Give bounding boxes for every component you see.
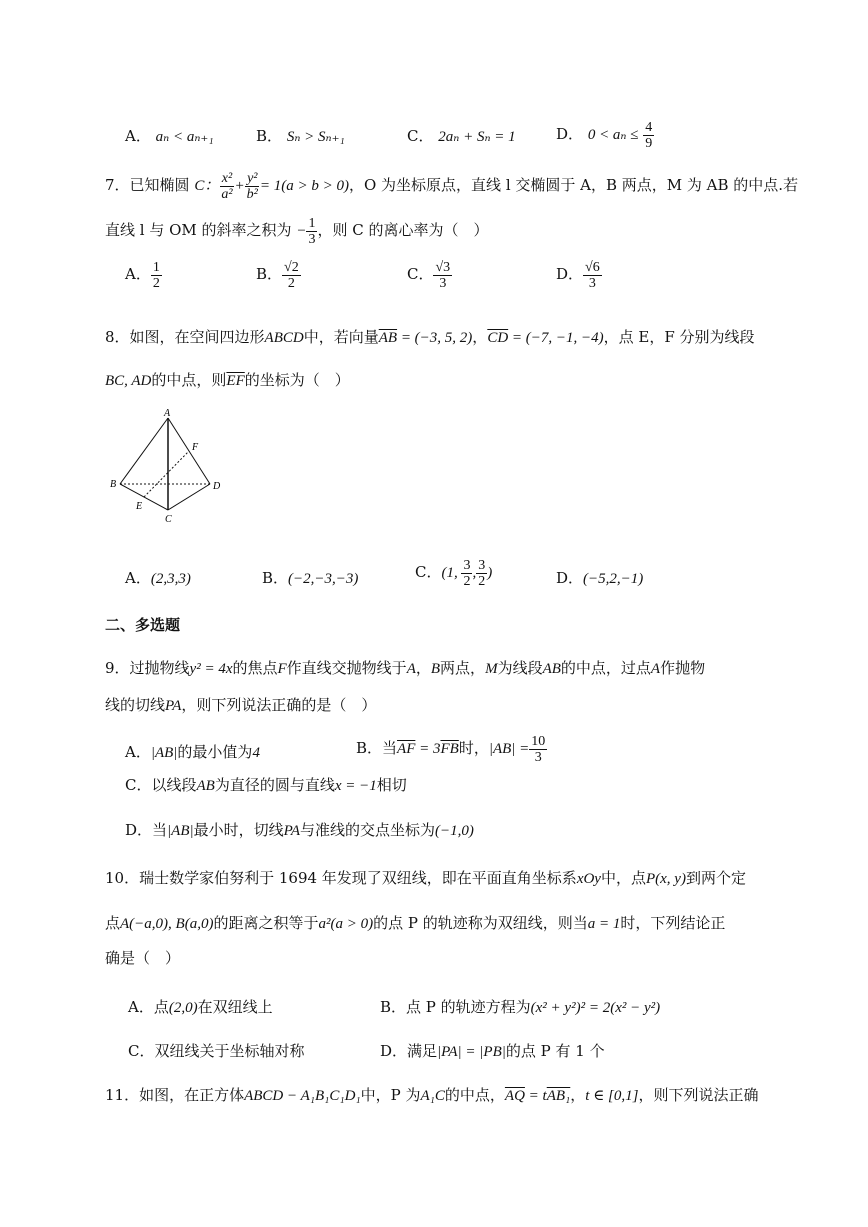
fraction: $\frac{4}{9}$ (645, 119, 653, 151)
q10-line1: 10．瑞士数学家伯努利于 1694 年发现了双纽线，即在平面直角坐标系xOy中，点P(x, y)到两个定 (105, 869, 746, 887)
option-label: A． (125, 127, 151, 145)
label-c: C (165, 514, 172, 525)
option-expr: Sₙ > Sₙ₊₁ (286, 129, 345, 145)
fraction: $\frac{\text{x²}}{\text{a²}}$ (221, 170, 233, 202)
q7-option-a: A． $\frac{1}{2}$ (125, 259, 160, 291)
option-expr: aₙ < aₙ₊₁ (155, 129, 214, 145)
q9-option-a: A．|AB|的最小值为4 (125, 743, 260, 761)
q6-option-c (407, 126, 516, 147)
q6-option-b (256, 126, 345, 147)
q11-line1: 11．如图，在正方体ABCD − A₁B₁C₁D₁中，P 为A₁C的中点，$\overline{AQ} = tAB_1$，t ∈ [0,1]，则下列说法正确 (105, 1086, 759, 1104)
tetrahedron-figure (108, 408, 228, 528)
q10-line2: 点A(−a,0), B(a,0)的距离之积等于a²(a > 0)的点 P 的轨迹称为双纽线，则当a = 1时，下列结论正 (105, 914, 726, 932)
ellipse-name: C： (194, 178, 220, 194)
q8-option-a: A．(2,3,3) (125, 569, 191, 587)
section-title: 二、多选题 (105, 616, 181, 634)
edge-cd (168, 484, 210, 510)
q7-option-d: D． $\frac{√6}{3}$ (556, 259, 600, 291)
q6-option-d (556, 116, 654, 153)
fraction: $\frac{√6}{3}$ (585, 259, 600, 291)
edge-ab (120, 418, 168, 484)
q7-line2: 直线 l 与 OM 的斜率之积为 − $\frac{1}{3}$ ，则 C 的离心率为（ ） (105, 215, 489, 247)
label-d: D (213, 481, 221, 492)
label-f: F (192, 442, 199, 453)
q7-option-b: B． $\frac{√2}{2}$ (256, 259, 299, 291)
q9-line2: 线的切线PA，则下列说法正确的是（ ） (105, 696, 377, 714)
q8-line2: BC, AD的中点，则$\overline{EF}$的坐标为（ ） (105, 371, 350, 389)
fraction: $\frac{√2}{2}$ (284, 259, 299, 291)
option-label: D． (556, 125, 584, 143)
q8-option-b: B．(−2,−3,−3) (262, 569, 359, 587)
fraction: $\frac{1}{3}$ (308, 215, 316, 247)
segment-ef-dashed (144, 451, 189, 497)
q9-line1: 9．过抛物线y² = 4x的焦点F作直线交抛物线于A，B两点，M为线段AB的中点，过点A作抛物 (105, 659, 706, 677)
q8-option-c: C．(1, $\frac{3}{2}$ , $\frac{3}{2}$ ) (415, 557, 493, 589)
fraction: $\frac{√3}{3}$ (435, 259, 451, 291)
q9-option-b: B．当$\overline{AF} = 3\overline{FB}$时，|AB| = $\frac{10}{3}$ (356, 733, 546, 765)
q10-option-a: A．点(2,0)在双纽线上 (128, 998, 273, 1016)
fraction: $\frac{\text{y²}}{\text{b²}}$ (246, 170, 258, 202)
q10-option-c: C．双纽线关于坐标轴对称 (128, 1042, 305, 1060)
q10-option-d: D．满足|PA| = |PB|的点 P 有 1 个 (380, 1042, 605, 1060)
label-a: A (164, 408, 171, 419)
option-label: B． (256, 127, 283, 145)
label-e: E (136, 501, 143, 512)
q9-option-c: C．以线段AB为直径的圆与直线x = −1相切 (125, 776, 407, 794)
q9-option-d: D．当|AB|最小时，切线PA与准线的交点坐标为(−1,0) (125, 821, 474, 839)
option-label: C． (407, 127, 434, 145)
q6-option-a (125, 126, 214, 147)
fraction: $\frac{1}{2}$ (152, 259, 160, 291)
option-expr: 2aₙ + Sₙ = 1 (438, 129, 516, 145)
q7-line1: 7．已知椭圆 C： $\frac{\text{x²}}{\text{a²}}$ + $\frac{\text{y²}}{\text{b²}}$ = 1(a > b > 0)，O 为坐标原点，直线 l 交椭圆于 A，B 两点，M 为 AB 的中点.若 (105, 170, 799, 202)
q10-line3: 确是（ ） (105, 949, 181, 967)
label-b: B (110, 479, 117, 490)
q7-option-c: C． $\frac{√3}{3}$ (407, 259, 451, 291)
q8-line1: 8．如图，在空间四边形ABCD中，若向量$\overline{AB} = (-3$, 5, 2)，$\overline{CD} = (-7$, −1, −4)，点 E，F 分别为线段 (105, 328, 755, 346)
option-expr: 0 < aₙ ≤ (587, 127, 639, 143)
q8-option-d: D．(−5,2,−1) (556, 569, 644, 587)
q10-option-b: B．点 P 的轨迹方程为(x² + y²)² = 2(x² − y²) (380, 998, 661, 1016)
